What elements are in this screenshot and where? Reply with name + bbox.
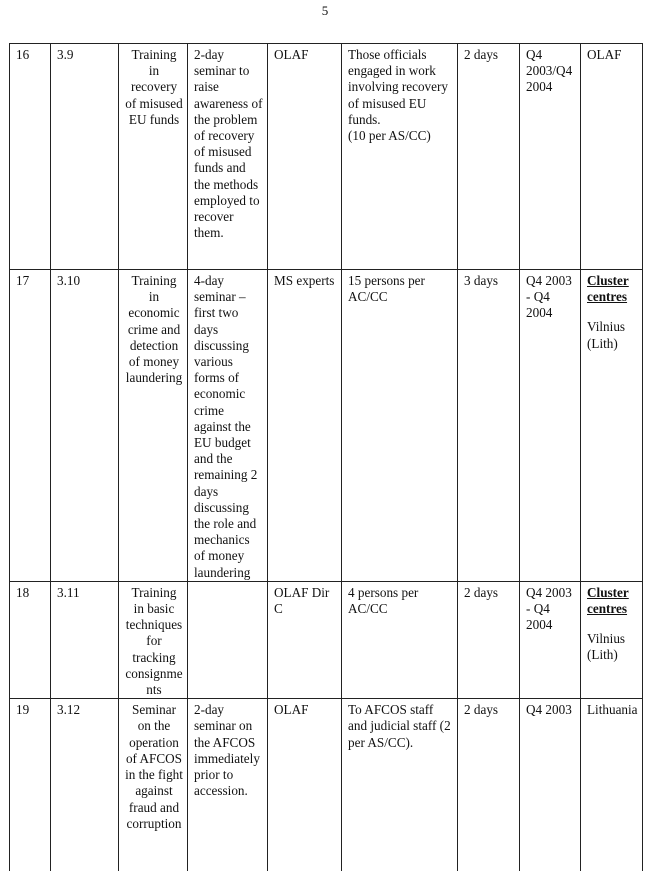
table-row <box>10 581 643 698</box>
row-description: 2-day seminar on the AFCOS immediately prior to accession. <box>188 699 268 871</box>
row-location-title: Cluster centres <box>587 273 629 305</box>
row-description: 2-day seminar to raise awareness of the problem of recovery of misused funds and the methods employed to recover them. <box>188 44 268 270</box>
row-target <box>342 270 458 582</box>
row-target <box>342 699 458 871</box>
row-ref: 3.11 <box>51 581 119 698</box>
row-duration: 2 days <box>458 581 520 698</box>
row-provider: OLAF <box>268 44 342 270</box>
row-timing: Q4 2003 - Q4 2004 <box>520 270 581 582</box>
row-location-title: OLAF <box>587 47 622 62</box>
table-row <box>10 270 643 582</box>
row-number: 19 <box>10 699 51 871</box>
row-target <box>342 44 458 270</box>
training-table <box>9 43 643 871</box>
table-row <box>10 44 643 270</box>
row-timing: Q4 2003 <box>520 699 581 871</box>
row-location-city: Vilnius (Lith) <box>587 319 626 351</box>
row-target-text: To AFCOS staff and judicial staff (2 per AS/CC). <box>348 702 451 750</box>
row-location <box>581 44 643 270</box>
row-location-title: Lithuania <box>587 702 638 718</box>
row-location <box>581 699 643 871</box>
row-target-text: 15 persons per AC/CC <box>348 273 425 305</box>
row-description: 4-day seminar – first two days discussing various forms of economic crime against the EU budget and the remaining 2 days discussing the role and mechanics of money laundering <box>188 270 268 582</box>
row-number: 18 <box>10 581 51 698</box>
row-ref: 3.12 <box>51 699 119 871</box>
row-target-note: (10 per AS/CC) <box>348 128 431 144</box>
row-duration: 2 days <box>458 699 520 871</box>
row-location-city: Vilnius (Lith) <box>587 631 626 663</box>
row-location <box>581 270 643 582</box>
row-timing: Q4 2003/Q4 2004 <box>520 44 581 270</box>
row-description <box>188 581 268 698</box>
row-title: Training in recovery of misused EU funds <box>119 44 188 270</box>
row-location-title: Cluster centres <box>587 584 629 617</box>
row-provider: MS experts <box>268 270 342 582</box>
row-target <box>342 581 458 698</box>
row-timing: Q4 2003 - Q4 2004 <box>520 581 581 698</box>
row-title: Seminar on the operation of AFCOS in the fight against fraud and corruption <box>119 699 188 871</box>
row-target-text: 4 persons per AC/CC <box>348 584 419 617</box>
row-ref: 3.10 <box>51 270 119 582</box>
row-number: 17 <box>10 270 51 582</box>
row-duration: 2 days <box>458 44 520 270</box>
row-ref: 3.9 <box>51 44 119 270</box>
row-duration: 3 days <box>458 270 520 582</box>
row-provider: OLAF <box>268 699 342 871</box>
row-location <box>581 581 643 698</box>
table-row <box>10 699 643 871</box>
page-number: 5 <box>321 3 329 18</box>
row-provider: OLAF Dir C <box>268 581 342 698</box>
row-number: 16 <box>10 44 51 270</box>
row-target-text: Those officials engaged in work involving recovery of misused EU funds. <box>348 47 448 127</box>
row-title: Training in economic crime and detection of money laundering <box>119 270 188 582</box>
row-title: Training in basic techniques for tracking consignments <box>119 581 188 698</box>
